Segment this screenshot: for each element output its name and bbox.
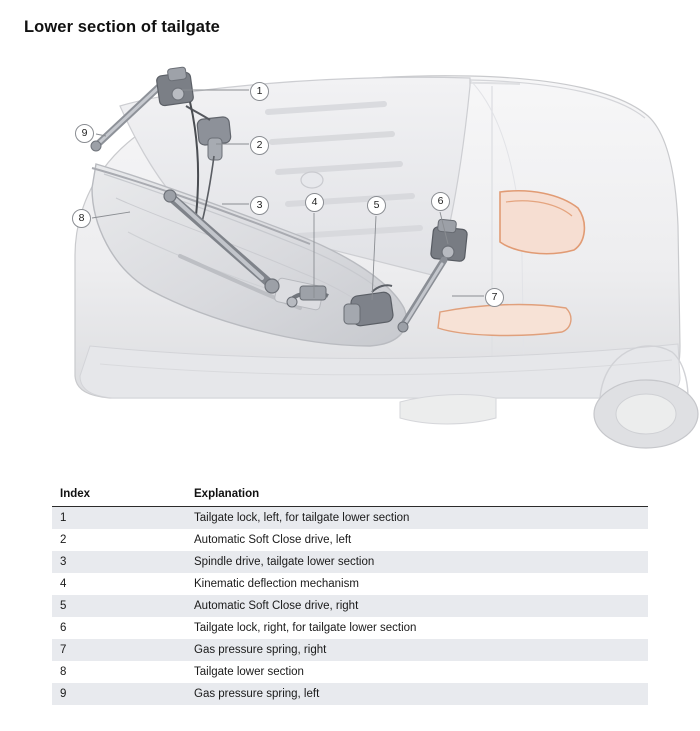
table-row [52,617,648,639]
tailgate-lock-left [156,67,194,106]
table-row [52,639,648,661]
tailgate-diagram [0,46,700,466]
cell-explanation: Tailgate lower section [194,666,304,678]
callout-5[interactable]: 5 [367,196,386,215]
callout-3[interactable]: 3 [250,196,269,215]
callout-2[interactable]: 2 [250,136,269,155]
index-table [52,483,648,705]
callout-9[interactable]: 9 [75,124,94,143]
cell-index: 3 [52,551,186,573]
callout-1[interactable]: 1 [250,82,269,101]
cell-explanation: Tailgate lock, right, for tailgate lower section [194,622,417,634]
cell-index: 2 [60,534,67,546]
table-row [52,507,648,530]
page-title: Lower section of tailgate [24,18,220,36]
table-row [52,529,648,551]
cell-index: 9 [52,683,186,705]
cell-index: 4 [60,578,67,590]
callout-8[interactable]: 8 [72,209,91,228]
cell-explanation: Automatic Soft Close drive, right [186,595,648,617]
cell-explanation: Spindle drive, tailgate lower section [186,551,648,573]
cell-explanation: Gas pressure spring, right [186,639,648,661]
cell-index: 7 [52,639,186,661]
table-header-row [52,483,648,507]
index-table-wrapper [52,483,648,705]
table-row [52,573,648,595]
cell-index: 1 [52,507,186,530]
cell-explanation: Kinematic deflection mechanism [194,578,359,590]
cell-index: 6 [60,622,67,634]
table-row [52,683,648,705]
cell-explanation: Tailgate lock, left, for tailgate lower section [186,507,648,530]
callout-6[interactable]: 6 [431,192,450,211]
column-header-index: Index [52,483,186,507]
vehicle-illustration [0,46,700,466]
cell-explanation: Automatic Soft Close drive, left [194,534,352,546]
table-row [52,551,648,573]
callout-7[interactable]: 7 [485,288,504,307]
callout-4[interactable]: 4 [305,193,324,212]
table-row [52,595,648,617]
cell-index: 8 [60,666,67,678]
column-header-explanation: Explanation [186,483,648,507]
cell-index: 5 [52,595,186,617]
cell-explanation: Gas pressure spring, left [186,683,648,705]
table-row [52,661,648,683]
